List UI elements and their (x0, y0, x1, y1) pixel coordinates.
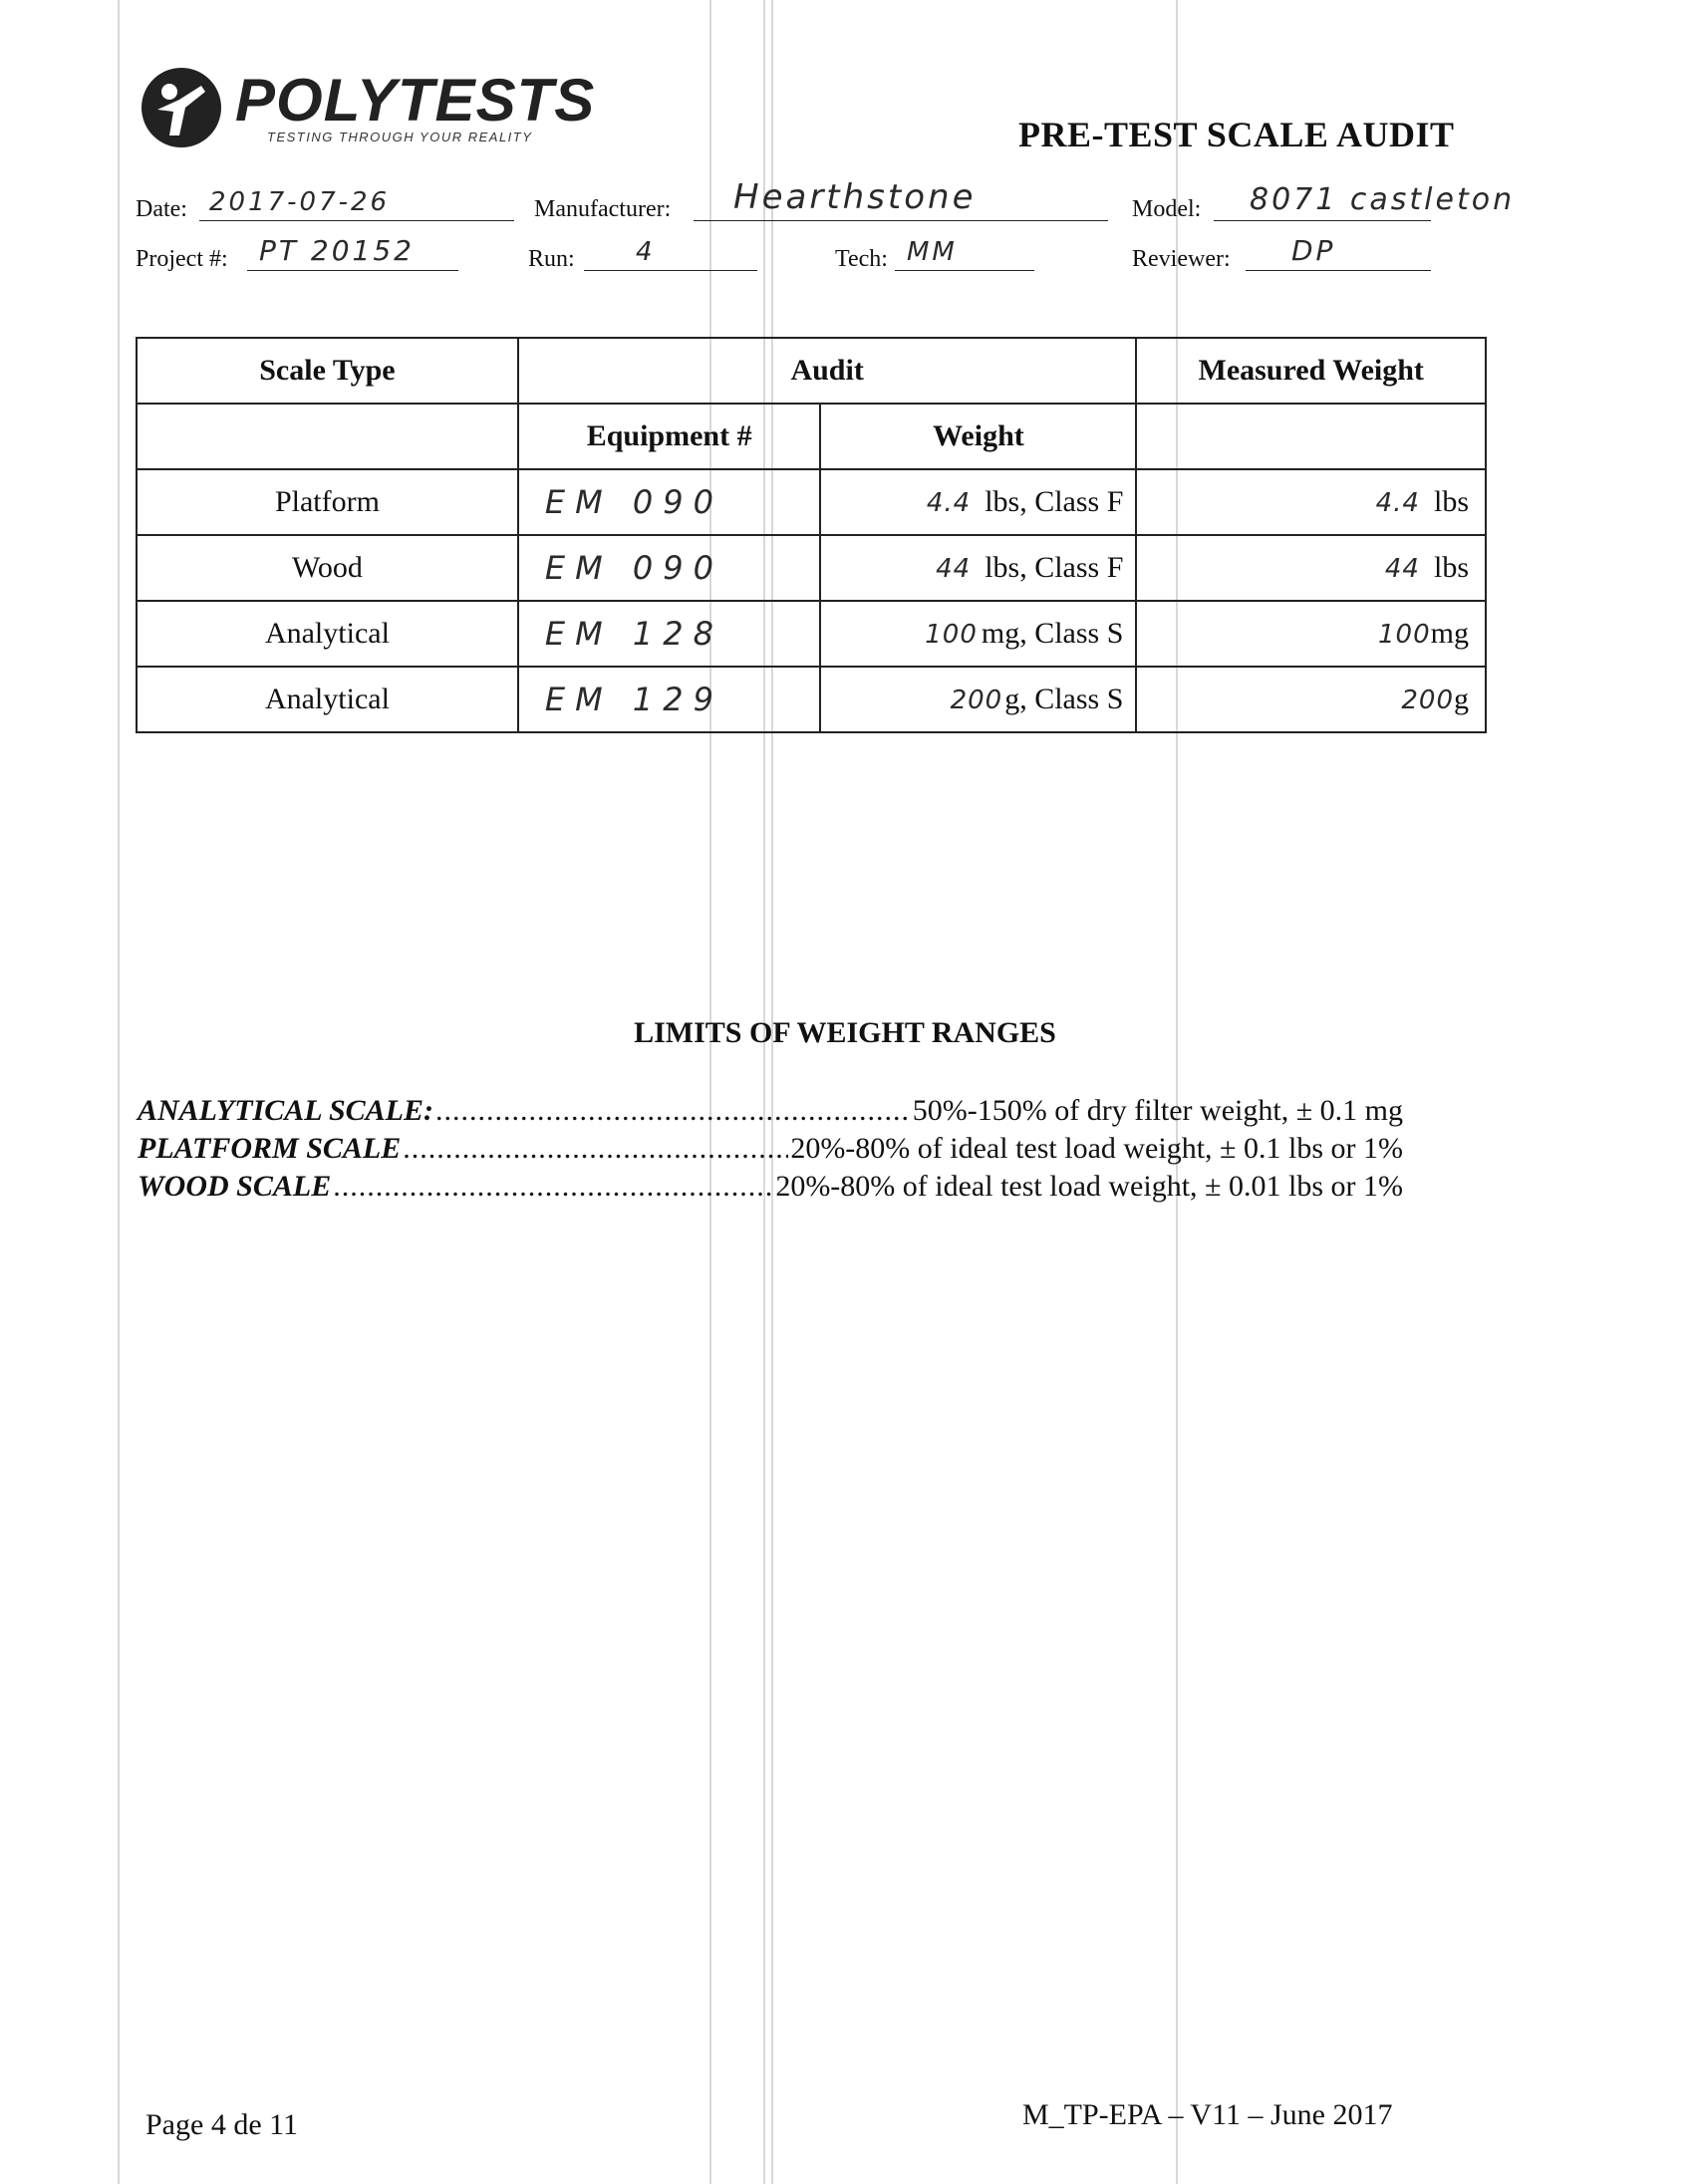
logo-wordmark: POLYTESTS (235, 67, 596, 134)
weight-cell (820, 601, 1136, 667)
header-blank (137, 404, 518, 469)
weight-value: 200 (950, 685, 1003, 715)
date-label: Date: (136, 196, 187, 222)
equipment-cell: EM 090 (518, 469, 821, 535)
tech-label: Tech: (835, 246, 888, 272)
limit-value: 20%-80% of ideal test load weight, ± 0.1 lbs or 1% (790, 1132, 1403, 1165)
dot-leader (333, 1170, 773, 1204)
scale-type-cell: Platform (137, 469, 518, 535)
equipment-cell: EM 129 (518, 667, 821, 732)
limit-row-platform (138, 1132, 1403, 1168)
header-weight: Weight (820, 404, 1136, 469)
model-field (1132, 182, 1516, 223)
measured-weight-cell (1136, 601, 1486, 667)
weight-unit: lbs, Class F (985, 551, 1124, 584)
measured-value: 44 (1384, 554, 1420, 584)
header-blank (1136, 404, 1486, 469)
manufacturer-value: Hearthstone (733, 177, 977, 217)
weight-cell (820, 535, 1136, 601)
weight-unit: g, Class S (1004, 682, 1124, 715)
date-field (136, 183, 514, 223)
table-row (137, 535, 1486, 601)
logo-tagline: TESTING THROUGH YOUR REALITY (267, 130, 533, 144)
limit-label: WOOD SCALE (138, 1170, 332, 1203)
measured-value: 100 (1378, 620, 1431, 650)
scan-artifact-line (1176, 0, 1178, 2184)
limit-value: 50%-150% of dry filter weight, ± 0.1 mg (912, 1094, 1403, 1127)
limit-row-analytical (138, 1094, 1403, 1130)
weight-value: 4.4 (926, 488, 972, 518)
manufacturer-field (534, 177, 1108, 223)
scale-type-cell: Wood (137, 535, 518, 601)
weight-unit: lbs, Class F (985, 485, 1124, 518)
table-row (137, 601, 1486, 667)
equipment-cell: EM 128 (518, 601, 821, 667)
scale-type-cell: Analytical (137, 667, 518, 732)
header-scale-type: Scale Type (137, 338, 518, 404)
scan-artifact-line (771, 0, 773, 2184)
run-field (528, 233, 757, 273)
document-id: M_TP-EPA – V11 – June 2017 (1022, 2098, 1393, 2131)
scale-type-cell: Analytical (137, 601, 518, 667)
measured-unit: lbs (1433, 485, 1469, 518)
measured-weight-cell (1136, 667, 1486, 732)
weight-value: 44 (936, 554, 972, 584)
dot-leader (403, 1132, 788, 1166)
page-number: Page 4 de 11 (145, 2108, 299, 2141)
polytests-logo-icon (140, 66, 223, 149)
measured-unit: lbs (1433, 551, 1469, 584)
limits-title: LIMITS OF WEIGHT RANGES (634, 1016, 1056, 1049)
project-field (136, 233, 458, 273)
scan-artifact-line (118, 0, 120, 2184)
project-value: PT 20152 (259, 234, 415, 267)
tech-value: MM (907, 237, 958, 267)
limit-row-wood (138, 1170, 1403, 1206)
reviewer-value: DP (1291, 234, 1336, 267)
model-value: 8071 castleton (1250, 182, 1516, 217)
measured-weight-cell (1136, 469, 1486, 535)
measured-unit: mg (1430, 617, 1469, 650)
weight-cell (820, 469, 1136, 535)
limit-label: ANALYTICAL SCALE: (138, 1094, 433, 1127)
polytests-logo (140, 66, 596, 155)
header-audit: Audit (518, 338, 1137, 404)
model-label: Model: (1132, 196, 1202, 222)
run-label: Run: (528, 246, 575, 272)
limit-value: 20%-80% of ideal test load weight, ± 0.01 lbs or 1% (775, 1170, 1403, 1203)
run-value: 4 (636, 237, 656, 267)
date-value: 2017-07-26 (209, 187, 391, 217)
measured-unit: g (1454, 682, 1469, 715)
scan-artifact-line (763, 0, 765, 2184)
scan-artifact-line (709, 0, 711, 2184)
header-measured-weight: Measured Weight (1136, 338, 1486, 404)
table-row (137, 667, 1486, 732)
scale-audit-table (136, 337, 1487, 733)
weight-cell (820, 667, 1136, 732)
table-row (137, 469, 1486, 535)
measured-value: 200 (1401, 685, 1454, 715)
project-label: Project #: (136, 246, 228, 272)
weight-unit: mg, Class S (981, 617, 1124, 650)
tech-field (835, 233, 1034, 273)
measured-weight-cell (1136, 535, 1486, 601)
reviewer-label: Reviewer: (1132, 246, 1231, 272)
reviewer-field (1132, 233, 1431, 273)
weight-value: 100 (925, 620, 978, 650)
manufacturer-label: Manufacturer: (534, 196, 672, 222)
header-equipment: Equipment # (518, 404, 821, 469)
dot-leader (435, 1094, 911, 1128)
equipment-cell: EM 090 (518, 535, 821, 601)
measured-value: 4.4 (1375, 488, 1420, 518)
document-title: PRE-TEST SCALE AUDIT (1018, 115, 1455, 154)
limit-label: PLATFORM SCALE (138, 1132, 402, 1165)
